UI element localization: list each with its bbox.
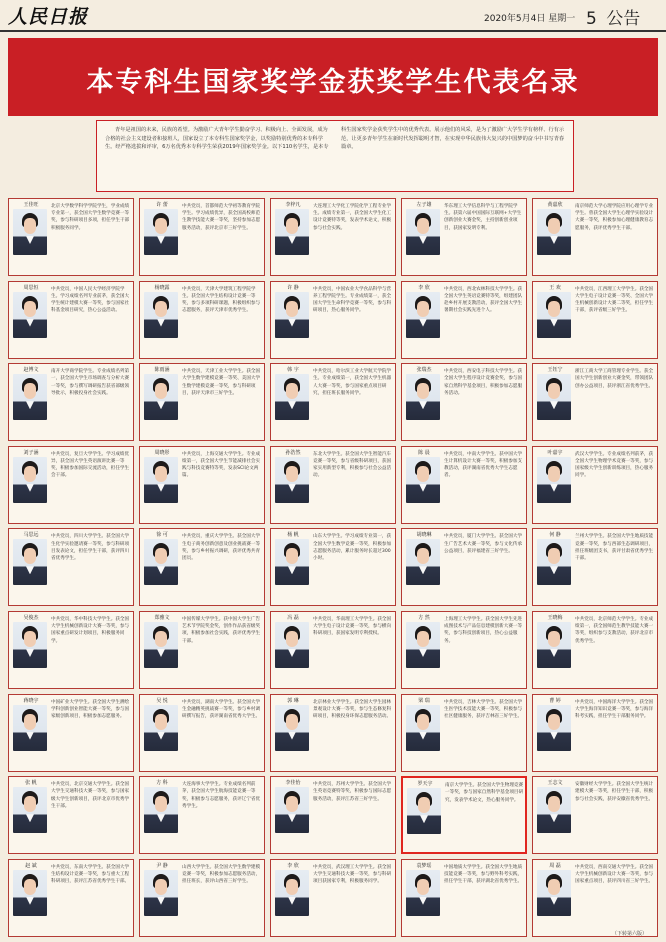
profile-description: 中国矿业大学学生。获全国大学生测绘学科创新创业智能大赛一等奖，参与国家级创新项目，积极参加志愿服务。 (51, 699, 130, 719)
profile-name: 王晓梅 (547, 615, 563, 621)
profile-description: 中共党员，苏州大学学生。获全国大学生英语竞赛特等奖，积极参与国际志愿服务活动，获评江苏省三好学生。 (313, 782, 392, 802)
portrait-photo (144, 539, 178, 585)
portrait-collar (550, 897, 558, 905)
portrait-photo (144, 787, 178, 833)
portrait-face (155, 466, 167, 482)
profile-name: 蒋晓宇 (23, 697, 39, 704)
portrait-collar (157, 401, 165, 409)
portrait-photo (144, 457, 178, 503)
portrait-face (24, 548, 36, 564)
portrait-face (417, 301, 429, 317)
portrait-photo (13, 870, 47, 916)
portrait-collar (26, 649, 34, 657)
portrait-face (24, 466, 36, 482)
portrait-face (548, 714, 560, 730)
portrait-face (155, 796, 167, 812)
profile-card (139, 446, 265, 524)
portrait-face (24, 301, 36, 317)
profile-name: 李 欣 (418, 284, 430, 291)
portrait-photo (13, 622, 47, 668)
profile-card (139, 859, 265, 937)
profile-card (532, 776, 658, 854)
portrait-collar (550, 732, 558, 740)
portrait-photo (275, 705, 309, 751)
portrait-face (548, 218, 560, 234)
profile-description: 中共党员，哈尔滨工业大学航天学院学生。专业成绩第一，获全国大学生机器人大赛一等奖，参与国家重点项目研究，担任班长服务同学。 (313, 369, 392, 396)
profile-card (401, 198, 527, 276)
portrait-photo (144, 292, 178, 338)
portrait-collar (550, 236, 558, 244)
profile-description: 中共党员，中南大学学生。获中国大学生计算机设计大赛一等奖，积极参加支教活动，获评湖南省优秀大学生志愿者。 (444, 451, 523, 479)
profile-name: 左子雄 (416, 202, 432, 208)
profile-name: 刘子涵 (23, 449, 39, 456)
intro-text: 青年是祖国的未来，民族的希望。为激励广大青年学生勤奋学习、积极向上、全面发展，成为合格的社会主义建设者和接班人，国家设立了本专科生国家奖学金，以奖励特别优秀的本专科学生。经严格选拔和评审，6万名优秀本专科学生荣获2019年国家奖学金。以下110名学生，是本专科生国家奖学金获奖学生中的优秀代表。展示他们的风采，是为了激励广大学生学有榜样、行有示范，让更多青年学生在新时代发挥聪明才智，在实现中华民族伟大复兴的中国梦的奋斗中书写青春篇章。 (105, 127, 565, 151)
portrait-collar (419, 649, 427, 657)
portrait-collar (157, 897, 165, 905)
portrait-collar (550, 566, 558, 574)
profile-name: 罗天宇 (417, 781, 433, 788)
profile-name: 陈 晨 (418, 449, 430, 456)
portrait-face (24, 383, 36, 399)
portrait-photo (144, 870, 178, 916)
profile-name: 梁 瑞 (418, 697, 430, 704)
portrait-photo (144, 374, 178, 420)
profile-description: 中共党员，复旦大学学生。学习成绩优异，获全国大学生英语演讲比赛一等奖，积极参加国际交流活动，担任学生会干部。 (51, 451, 130, 479)
portrait-face (548, 631, 560, 647)
profile-description: 上海理工大学学生。获全国大学生先进成图技术与产品信息建模创新大赛一等奖，参与科技创新项目，热心公益服务。 (444, 617, 523, 644)
portrait-face (548, 879, 560, 895)
portrait-collar (288, 814, 296, 822)
profile-description: 中共党员，四川大学学生。获全国大学生化学实验邀请赛一等奖，参与科研项目发表论文，担任学生干部，获评四川省优秀学生。 (51, 534, 130, 561)
portrait-collar (157, 484, 165, 492)
profile-name: 何 静 (549, 532, 561, 539)
portrait-collar (157, 566, 165, 574)
profile-name: 孙浩然 (285, 449, 301, 456)
portrait-photo (275, 374, 309, 420)
portrait-photo (406, 705, 440, 751)
portrait-face (24, 714, 36, 730)
portrait-face (286, 383, 298, 399)
profile-description: 安徽财经大学学生。获全国大学生统计建模大赛一等奖，担任学生干部，积极参与社会实践，获评安徽省优秀学生。 (575, 782, 654, 802)
profile-description: 浙江工商大学工商管理专业学生。获全国大学生创新创业大赛金奖，带领团队创办公益项目，获评浙江省优秀学生。 (575, 369, 654, 389)
portrait-collar (419, 732, 427, 740)
portrait-face (548, 796, 560, 812)
portrait-photo (275, 622, 309, 668)
profile-description: 山东大学学生。学习成绩专业第一，获全国大学生数学竞赛一等奖，积极参加志愿服务活动，累计服务时长超过300小时。 (313, 534, 392, 561)
profile-name: 冯 磊 (287, 615, 299, 621)
profile-description: 中共党员，华中科技大学学生。获全国大学生机械创新设计大赛一等奖，参与国家重点研发计划项目，积极服务同学。 (51, 617, 130, 644)
portrait-collar (288, 732, 296, 740)
portrait-photo (275, 870, 309, 916)
portrait-face (286, 796, 298, 812)
profile-name: 郑雅文 (154, 615, 170, 621)
profile-description: 中共党员，上海交通大学学生。专业成绩第一，获全国大学生节能减排社会实践与科技竞赛特等奖，发表SCI论文两篇。 (182, 451, 261, 479)
portrait-collar (157, 649, 165, 657)
profile-card (139, 611, 265, 689)
portrait-photo (537, 539, 571, 585)
page-label (582, 4, 640, 29)
portrait-face (417, 383, 429, 399)
portrait-face (286, 218, 298, 234)
profile-description: 中共党员，首都师范大学初等教育学院学生。学习成绩优异，获全国高校师范生教学技能大赛一等奖，坚持参加志愿服务活动，获评北京市三好学生。 (182, 204, 261, 231)
profile-description: 华东理工大学信息科学与工程学院学生。获第六届中国国际互联网+大学生创新创业大赛金奖，主持创新创业项目，获国家发明专利。 (444, 204, 522, 231)
profile-name: 吴俊杰 (23, 615, 39, 621)
portrait-collar (288, 401, 296, 409)
profile-description: 中共党员，西南交通大学学生。获全国大学生机械创新设计大赛一等奖，参与国家重点项目，获评四川省三好学生。 (575, 864, 654, 885)
profile-name: 杨晓露 (154, 284, 170, 291)
profile-description: 中国地质大学学生。获全国大学生地质技能竞赛一等奖，参与野外科考实践，担任学生干部，获评湖北省优秀学生。 (444, 864, 523, 885)
portrait-collar (550, 319, 558, 327)
profile-description: 中共党员，江西理工大学学生。获全国大学生电子设计竞赛一等奖、全国大学生机械创新设计大赛二等奖，担任学生干部，获评省级三好学生。 (575, 286, 654, 314)
profile-card (8, 694, 134, 772)
profile-name: 赵 斌 (25, 862, 37, 869)
profile-description: 南京师范大学心理学院应用心理学专业学生。曾获全国大学生心理学实验设计大赛一等奖，积极参加心理健康教育志愿服务，获评优秀学生干部。 (575, 204, 654, 231)
profile-card (532, 528, 658, 606)
profile-name: 方 科 (156, 780, 168, 787)
issue-date: 2020年5月4日 星期一 (484, 14, 576, 24)
profile-description: 中共党员，西安电子科技大学学生。获全国大学生程序设计竞赛金奖，参与国家自然科学基金项目，积极参加志愿服务活动。 (444, 369, 523, 396)
portrait-collar (550, 484, 558, 492)
page-title: 本专科生国家奖学金获奖学生代表名录 (86, 67, 580, 98)
profile-description: 中共党员，中国海洋大学学生。获全国大学生海洋知识竞赛一等奖，参与海洋科考实践，担任学生干部服务同学。 (575, 699, 654, 719)
profile-name: 杨 帆 (287, 532, 299, 539)
profile-description: 中共党员，中国农业大学食品科学与营养工程学院学生。专业成绩第一，获全国大学生生命科学竞赛一等奖，参与科研项目，热心服务同学。 (313, 286, 392, 314)
profile-description: 中共党员，西北农林科技大学学生。获全国大学生英语竞赛特等奖，组建团队赴乡村开展支教活动，获评全国大学生暑期社会实践先进个人。 (444, 286, 523, 314)
profile-card (270, 446, 396, 524)
portrait-face (286, 714, 298, 730)
portrait-photo (275, 539, 309, 585)
portrait-face (286, 301, 298, 317)
profile-description: 中共党员，武汉理工大学学生。获全国大学生交通科技大赛一等奖，参与科研项目获国家专利，积极服务同学。 (313, 864, 392, 885)
portrait-collar (419, 566, 427, 574)
intro-box (96, 120, 574, 192)
profile-name: 马思远 (23, 532, 39, 539)
portrait-collar (288, 236, 296, 244)
portrait-collar (419, 484, 427, 492)
profile-card (139, 363, 265, 441)
profile-card (270, 776, 396, 854)
portrait-photo (406, 622, 440, 668)
profile-name: 王钰宁 (547, 367, 563, 374)
profile-card (270, 198, 396, 276)
profile-card (532, 363, 658, 441)
continued-note: （下转第六版） (612, 931, 648, 937)
portrait-collar (26, 814, 34, 822)
profile-description: 中共党员，中国人民大学经济学院学生。学习成绩名列专业前茅，获全国大学生统计建模大赛一等奖，参与国家社科基金项目研究，热心公益活动。 (51, 286, 130, 314)
portrait-photo (13, 787, 47, 833)
profile-card (8, 611, 134, 689)
profile-name: 胡晓琳 (416, 532, 432, 539)
profile-description: 大连海事大学学生。专业成绩名列前茅，获全国大学生航海技能竞赛一等奖，积极参与志愿服务，获评辽宁省优秀学生。 (182, 782, 261, 809)
portrait-photo (13, 457, 47, 503)
profile-card (401, 611, 527, 689)
profile-card (8, 528, 134, 606)
profile-grid (8, 198, 658, 931)
portrait-photo (537, 374, 571, 420)
profile-name: 曹 婷 (549, 697, 561, 704)
profile-description: 中共党员，天津工业大学学生。获全国大学生数学建模竞赛一等奖、美国大学生数学建模竞赛一等奖，参与科研项目，获评天津市三好学生。 (182, 369, 261, 396)
portrait-photo (406, 457, 440, 503)
portrait-face (548, 466, 560, 482)
profile-card (401, 281, 527, 359)
profile-description: 中共党员，华南理工大学学生。获全国大学生电子设计竞赛一等奖，参与横向科研项目，获国家发明专利授权。 (313, 617, 392, 637)
portrait-photo (275, 209, 309, 255)
profile-name: 韩 宇 (287, 367, 299, 374)
portrait-face (155, 301, 167, 317)
profile-card (270, 363, 396, 441)
profile-card (532, 611, 658, 689)
portrait-collar (26, 401, 34, 409)
profile-description: 中共党员，北京交通大学学生。获全国大学生交通科技大赛一等奖，参与国家级大学生创新项目，获评北京市优秀学生干部。 (51, 782, 130, 809)
portrait-face (418, 797, 430, 813)
portrait-photo (537, 787, 571, 833)
profile-description: 山西大学学生。获全国大学生数学建模竞赛一等奖，积极参加志愿服务活动，担任班长，获评山西省三好学生。 (182, 864, 261, 885)
profile-card (139, 198, 265, 276)
profile-card (401, 363, 527, 441)
portrait-face (548, 301, 560, 317)
portrait-photo (537, 292, 571, 338)
profile-name: 袁梦瑶 (416, 862, 432, 869)
profile-description: 中共党员，吉林大学学生。获全国大学生医学技术技能大赛一等奖，积极参与社区健康服务，获评吉林省三好学生。 (444, 699, 523, 719)
portrait-photo (144, 705, 178, 751)
profile-name: 许 蕾 (156, 202, 168, 208)
portrait-collar (419, 319, 427, 327)
profile-name: 张 帆 (25, 780, 37, 787)
profile-card (401, 446, 527, 524)
profile-name: 王 欢 (549, 284, 561, 291)
portrait-face (286, 466, 298, 482)
portrait-face (286, 548, 298, 564)
profile-card (8, 198, 134, 276)
portrait-collar (157, 814, 165, 822)
profile-card (532, 694, 658, 772)
portrait-face (155, 879, 167, 895)
profile-name: 王佳旺 (23, 202, 39, 208)
profile-card (532, 859, 658, 937)
portrait-photo (144, 622, 178, 668)
profile-description: 中共党员，重庆大学学生。获全国大学生电子商务创新创意及创业挑战赛一等奖，参与乡村振兴调研，获评优秀共青团员。 (182, 534, 261, 561)
portrait-photo (144, 209, 178, 255)
profile-description: 中共党员，北京师范大学学生。专业成绩第一，获全国师范生教学技能大赛一等奖，组织参与支教活动，获评北京市优秀学生。 (575, 617, 654, 644)
portrait-face (155, 218, 167, 234)
profile-description: 东北大学学生。获全国大学生智能汽车竞赛一等奖，参与省级科研项目，获国家实用新型专利，积极参与社会公益活动。 (313, 451, 392, 479)
masthead (0, 0, 666, 32)
portrait-collar (419, 401, 427, 409)
portrait-face (417, 879, 429, 895)
portrait-photo (406, 870, 440, 916)
portrait-photo (275, 457, 309, 503)
portrait-face (286, 631, 298, 647)
profile-card (139, 281, 265, 359)
profile-name: 张瑞杰 (416, 367, 432, 374)
profile-card (401, 694, 527, 772)
profile-card (8, 281, 134, 359)
portrait-face (155, 383, 167, 399)
portrait-photo (537, 622, 571, 668)
portrait-collar (550, 401, 558, 409)
profile-card (532, 198, 658, 276)
portrait-collar (157, 319, 165, 327)
portrait-face (155, 631, 167, 647)
profile-description: 中国传媒大学学生。获中国大学生广告艺术节学院奖金奖，创作作品获省级奖项，积极参加社会实践，获评优秀学生干部。 (182, 617, 261, 644)
profile-description: 中共党员，厦门大学学生。获全国大学生广告艺术大赛一等奖，参与文化传承公益项目，获评福建省三好学生。 (444, 534, 523, 554)
portrait-photo (275, 292, 309, 338)
profile-card (532, 446, 658, 524)
page-section: 公告 (606, 9, 641, 29)
profile-card (270, 611, 396, 689)
profile-description: 北京林业大学学生。获全国大学生园林景观设计大赛一等奖，参与生态修复科研项目，积极投身环保志愿服务活动。 (313, 699, 392, 719)
portrait-collar (26, 484, 34, 492)
portrait-photo (537, 457, 571, 503)
portrait-face (417, 466, 429, 482)
profile-description: 大连理工大学化工学院化学工程专业学生。成绩专业第一，获全国大学生化工设计竞赛特等奖，发表学术论文，积极参与社会实践。 (313, 204, 392, 231)
profile-card (270, 528, 396, 606)
profile-name: 郭 琳 (287, 697, 299, 704)
profile-card (401, 859, 527, 937)
portrait-face (24, 218, 36, 234)
profile-card (139, 694, 265, 772)
profile-name: 周思恒 (23, 284, 39, 291)
portrait-photo (537, 870, 571, 916)
portrait-face (155, 714, 167, 730)
profile-name: 李梓凡 (285, 202, 301, 208)
profile-description: 中共党员，天津大学建筑工程学院学生。获全国大学生结构设计竞赛一等奖，参与多项科研课题，积极组织参与志愿服务，获评天津市优秀学生。 (182, 286, 261, 314)
portrait-face (24, 631, 36, 647)
portrait-photo (13, 705, 47, 751)
portrait-photo (13, 209, 47, 255)
profile-name: 周 磊 (549, 862, 561, 869)
portrait-face (548, 548, 560, 564)
portrait-collar (419, 236, 427, 244)
portrait-face (417, 714, 429, 730)
portrait-collar (288, 897, 296, 905)
profile-name: 叶嘉宇 (547, 449, 563, 456)
portrait-collar (419, 897, 427, 905)
profile-description: 北京大学数学科学学院学生，学业成绩专业第一，获全国大学生数学竞赛一等奖，参与科研项目多项，担任学生干部积极服务同学。 (51, 204, 130, 231)
portrait-face (24, 879, 36, 895)
portrait-collar (288, 566, 296, 574)
profile-card (8, 363, 134, 441)
profile-card (270, 859, 396, 937)
portrait-collar (550, 814, 558, 822)
portrait-collar (26, 236, 34, 244)
portrait-face (417, 631, 429, 647)
profile-name: 王志文 (547, 780, 563, 787)
portrait-face (417, 548, 429, 564)
portrait-photo (275, 787, 309, 833)
portrait-photo (407, 788, 441, 834)
portrait-collar (157, 236, 165, 244)
profile-card (401, 776, 527, 854)
portrait-face (155, 548, 167, 564)
profile-name: 陈雨涵 (154, 367, 170, 374)
portrait-collar (157, 732, 165, 740)
profile-name: 尹 静 (156, 862, 168, 869)
portrait-photo (406, 292, 440, 338)
profile-name: 吴 悦 (156, 697, 168, 704)
profile-description: 南开大学商学院学生。专业成绩名列第一，获全国大学生市场调查与分析大赛一等奖，参与撰写调研报告获省部级领导批示，积极投身社会实践。 (51, 369, 130, 396)
portrait-photo (13, 374, 47, 420)
profile-description: 武汉大学学生。专业成绩名列前茅，获全国大学生物理学术竞赛一等奖，参与国家级大学生创新训练项目，热心服务同学。 (575, 451, 654, 479)
profile-description: 中共党员，湖南大学学生。获全国大学生金融精英挑战赛一等奖，参与乡村调研撰写报告，获评湖南省优秀大学生。 (182, 699, 261, 719)
profile-description: 中共党员，东南大学学生。获全国大学生结构设计竞赛一等奖，参与重大工程科研项目，获评江苏省优秀学生干部。 (51, 864, 130, 885)
profile-card (139, 776, 265, 854)
portrait-collar (288, 484, 296, 492)
profile-card (8, 859, 134, 937)
portrait-collar (288, 649, 296, 657)
profile-name: 周晓彤 (154, 449, 170, 456)
portrait-photo (537, 705, 571, 751)
profile-card (8, 446, 134, 524)
profile-name: 方 然 (418, 615, 430, 621)
profile-name: 徐 可 (156, 532, 168, 539)
portrait-collar (26, 319, 34, 327)
profile-card (401, 528, 527, 606)
profile-name: 李 欣 (287, 862, 299, 869)
portrait-face (24, 796, 36, 812)
profile-name: 黄嘉欣 (547, 202, 563, 208)
portrait-collar (288, 319, 296, 327)
profile-card (532, 281, 658, 359)
portrait-photo (537, 209, 571, 255)
portrait-photo (406, 209, 440, 255)
profile-description: 兰州大学学生。获全国大学生地质技能竞赛一等奖，参与西部生态调研项目，担任班级团支书，获评甘肃省优秀学生干部。 (575, 534, 654, 561)
profile-card (270, 281, 396, 359)
portrait-photo (13, 292, 47, 338)
portrait-photo (13, 539, 47, 585)
profile-description: 南京大学学生。获全国大学生物理竞赛一等奖，参与国家自然科学基金项目研究，发表学术论文，热心服务同学。 (445, 783, 524, 803)
title-banner (8, 38, 658, 116)
profile-card (270, 694, 396, 772)
page-number: 5 (586, 9, 597, 29)
profile-name: 许 静 (287, 284, 299, 291)
portrait-face (417, 218, 429, 234)
newspaper-logo: 人民日报 (8, 6, 89, 28)
portrait-face (286, 879, 298, 895)
profile-name: 李佳怡 (285, 780, 301, 787)
portrait-photo (406, 374, 440, 420)
portrait-collar (26, 897, 34, 905)
profile-name: 赵博文 (23, 367, 39, 374)
portrait-collar (420, 815, 428, 823)
portrait-photo (406, 539, 440, 585)
portrait-collar (550, 649, 558, 657)
portrait-collar (26, 732, 34, 740)
profile-card (8, 776, 134, 854)
portrait-face (548, 383, 560, 399)
portrait-collar (26, 566, 34, 574)
profile-card (139, 528, 265, 606)
